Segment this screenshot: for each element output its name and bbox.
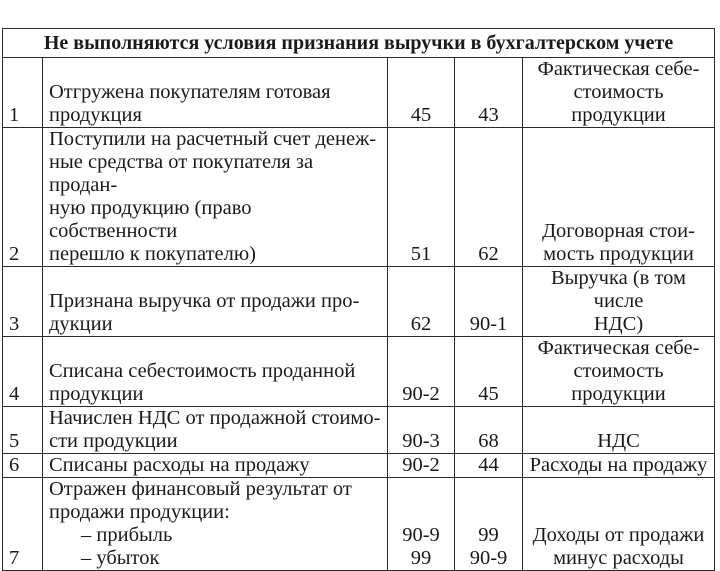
cell-line: Фактическая себе-	[537, 337, 700, 359]
row-number: 5	[3, 407, 43, 454]
cell-line: стоимость продукции	[571, 360, 666, 405]
operation-description	[43, 267, 388, 337]
cell-line: 62	[410, 313, 432, 335]
debit-account	[388, 267, 455, 337]
amount-basis	[523, 267, 715, 337]
cell-line: – прибыль	[81, 524, 173, 546]
debit-account	[388, 128, 455, 267]
cell-line: 90-2	[402, 454, 440, 476]
cell-line: Выручка (в том числе	[551, 267, 687, 312]
table-body	[3, 58, 715, 571]
cell-line: продажи продукции:	[49, 501, 230, 523]
cell-line: Договорная стои-	[542, 220, 695, 242]
operation-description	[43, 128, 388, 267]
operation-description	[43, 337, 388, 407]
operation-description	[43, 454, 388, 478]
amount-basis	[523, 58, 715, 128]
amount-basis	[523, 478, 715, 571]
cell-line: Признана выручка от продажи про-	[49, 290, 360, 312]
table-title: Не выполняются условия признания выручки в бухгалтерском учете	[3, 29, 715, 58]
cell-line: ную продукцию (право собственности	[49, 197, 252, 242]
row-number: 2	[3, 128, 43, 267]
cell-line: стоимость продукции	[571, 81, 666, 126]
credit-account	[455, 337, 523, 407]
cell-line: Поступили на расчетный счет денеж-	[49, 128, 377, 150]
table-header-row	[3, 29, 715, 58]
table-row	[3, 267, 715, 337]
cell-line: 45	[410, 104, 432, 126]
debit-account	[388, 454, 455, 478]
cell-line: Фактическая себе-	[537, 58, 700, 80]
table-row	[3, 478, 715, 571]
row-number: 7	[3, 478, 43, 571]
cell-line: 45	[478, 383, 499, 405]
cell-line: 90-1	[469, 313, 508, 335]
operation-description	[43, 407, 388, 454]
cell-line: ные средства от покупателя за продан-	[49, 151, 314, 196]
row-number: 3	[3, 267, 43, 337]
cell-line: 99	[410, 547, 432, 569]
cell-line: 44	[478, 454, 499, 476]
debit-account	[388, 58, 455, 128]
credit-account	[455, 128, 523, 267]
cell-line: 43	[478, 104, 499, 126]
cell-line: перешло к покупателю)	[49, 243, 257, 265]
cell-line: продукция	[49, 104, 142, 126]
cell-line: мость продукции	[543, 243, 694, 265]
cell-line: продукции	[49, 383, 144, 405]
credit-account	[455, 58, 523, 128]
operation-description	[43, 478, 388, 571]
operation-description	[43, 58, 388, 128]
cell-line: 90-2	[402, 383, 440, 405]
cell-line: Отражен финансовый результат от	[49, 478, 352, 500]
debit-account	[388, 478, 455, 571]
credit-account	[455, 267, 523, 337]
amount-basis	[523, 407, 715, 454]
cell-line: дукции	[49, 313, 113, 335]
cell-line: – убыток	[81, 547, 160, 569]
cell-line: Списана себестоимость проданной	[49, 360, 356, 382]
row-number: 6	[3, 454, 43, 478]
cell-line: Расходы на продажу	[529, 454, 708, 476]
debit-account	[388, 407, 455, 454]
credit-account	[455, 478, 523, 571]
cell-line: Доходы от продажи	[532, 524, 705, 546]
accounting-entries-table	[2, 28, 715, 571]
credit-account	[455, 407, 523, 454]
cell-line: Списаны расходы на продажу	[49, 454, 310, 476]
table-row	[3, 454, 715, 478]
cell-line: минус расходы	[553, 547, 684, 569]
amount-basis	[523, 337, 715, 407]
cell-line: 90-3	[402, 430, 440, 452]
row-number: 1	[3, 58, 43, 128]
cell-line: 90-9	[402, 524, 440, 546]
row-number: 4	[3, 337, 43, 407]
table-row	[3, 407, 715, 454]
table-row	[3, 58, 715, 128]
credit-account	[455, 454, 523, 478]
cell-line: 99	[478, 524, 499, 546]
cell-line: 62	[478, 243, 499, 265]
cell-line: сти продукции	[49, 430, 178, 452]
amount-basis	[523, 454, 715, 478]
amount-basis	[523, 128, 715, 267]
cell-line: Начислен НДС от продажной стоимо-	[49, 407, 381, 429]
cell-line: 68	[478, 430, 499, 452]
cell-line: НДС)	[593, 313, 644, 335]
cell-line: НДС	[597, 430, 640, 452]
table-row	[3, 337, 715, 407]
cell-line: 90-9	[469, 547, 508, 569]
cell-line: 51	[410, 243, 432, 265]
table-row	[3, 128, 715, 267]
debit-account	[388, 337, 455, 407]
cell-line: Отгружена покупателям готовая	[49, 81, 331, 103]
